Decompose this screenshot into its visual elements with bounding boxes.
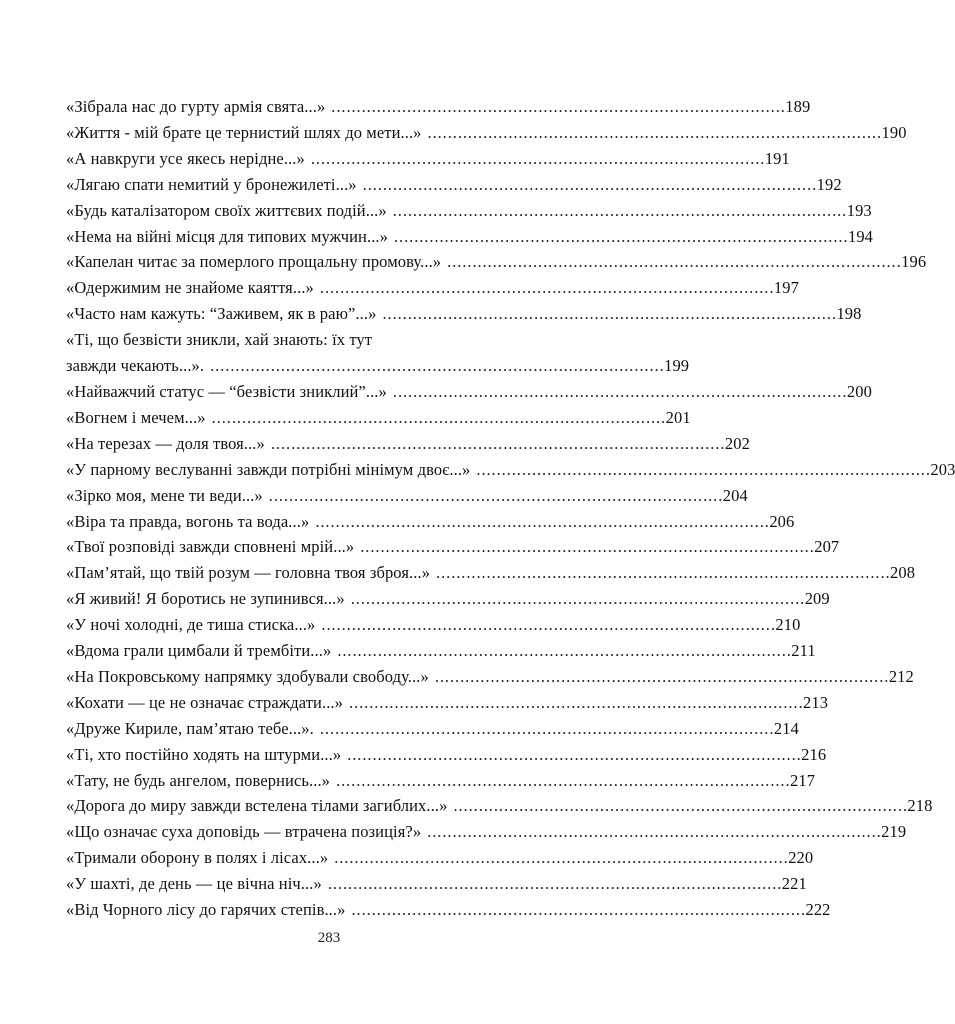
toc-entry-page: 200 bbox=[846, 381, 872, 401]
dot-leader bbox=[382, 301, 834, 327]
toc-entry-title: «Життя - мій брате це тернистий шлях до мети...» bbox=[66, 122, 422, 142]
toc-entry-title: «Часто нам кажуть: “Заживем, як в раю”...» bbox=[66, 304, 377, 324]
toc-entry-title: «На терезах — доля твоя...» bbox=[66, 433, 265, 453]
toc-entry-page: 202 bbox=[724, 433, 750, 453]
toc-entry-page: 206 bbox=[769, 511, 795, 531]
toc-entry bbox=[66, 534, 840, 560]
dot-leader bbox=[394, 224, 846, 250]
toc-entry-title: «У ночі холодні, де тиша стиска...» bbox=[66, 615, 316, 635]
toc-entry-title: «Зірко моя, мене ти веди...» bbox=[66, 485, 263, 505]
dot-leader bbox=[427, 819, 879, 845]
toc-entry bbox=[66, 690, 829, 716]
dot-leader bbox=[393, 198, 845, 224]
toc-entry-title: «Будь каталізатором своїх життєвих подій...» bbox=[66, 200, 387, 220]
toc-entry-page: 197 bbox=[773, 278, 799, 298]
toc-entry-page: 213 bbox=[803, 692, 829, 712]
toc-entry-title-line1: «Ті, що безвісти зникли, хай знають: їх тут bbox=[66, 330, 373, 350]
dot-leader bbox=[436, 560, 888, 586]
dot-leader bbox=[328, 871, 780, 897]
dot-leader bbox=[336, 768, 788, 794]
toc-entry bbox=[66, 638, 816, 664]
dot-leader bbox=[212, 405, 664, 431]
toc-entry-page: 221 bbox=[781, 874, 807, 894]
toc-entry-page: 210 bbox=[775, 615, 801, 635]
toc-entry-page: 198 bbox=[836, 304, 862, 324]
toc-entry-page: 190 bbox=[881, 122, 907, 142]
toc-entry bbox=[66, 301, 862, 327]
toc-entry bbox=[66, 94, 811, 120]
toc-entry bbox=[66, 897, 831, 923]
toc-entry-title: «А навкруги усе якесь нерідне...» bbox=[66, 148, 305, 168]
toc-entry bbox=[66, 664, 914, 690]
toc-entry bbox=[66, 405, 691, 431]
toc-entry bbox=[66, 198, 872, 224]
toc-entry bbox=[66, 612, 801, 638]
toc-entry-page: 193 bbox=[846, 200, 872, 220]
toc-entry-title: «На Покровському напрямку здобували свободу...» bbox=[66, 666, 429, 686]
dot-leader bbox=[271, 431, 723, 457]
toc-entry bbox=[66, 871, 807, 897]
toc-entry bbox=[66, 793, 933, 819]
dot-leader bbox=[337, 638, 789, 664]
toc-entry bbox=[66, 224, 874, 250]
dot-leader bbox=[320, 716, 772, 742]
toc-entry-page: 192 bbox=[816, 174, 842, 194]
toc-entry-page: 219 bbox=[881, 822, 907, 842]
toc-entry-title: «Від Чорного лісу до гарячих степів...» bbox=[66, 900, 346, 920]
toc-entry bbox=[66, 431, 750, 457]
toc-entry bbox=[66, 249, 927, 275]
toc-entry bbox=[66, 379, 872, 405]
dot-leader bbox=[453, 793, 905, 819]
toc-entry-page: 194 bbox=[847, 226, 874, 246]
dot-leader bbox=[315, 509, 767, 535]
toc-entry-title: «Тату, не будь ангелом, повернись...» bbox=[66, 770, 331, 790]
toc-entry-page: 218 bbox=[907, 796, 933, 816]
dot-leader bbox=[476, 457, 928, 483]
toc-entry-title: «Друже Кириле, пам’ятаю тебе...». bbox=[66, 718, 314, 738]
toc-entry-two-line bbox=[66, 327, 690, 379]
toc-entry-page: 217 bbox=[790, 770, 816, 790]
toc-entry-page: 189 bbox=[785, 97, 811, 116]
toc-entry-page: 191 bbox=[764, 148, 790, 168]
toc-entry-title: «Вогнем і мечем...» bbox=[66, 407, 206, 427]
page-number: 283 bbox=[317, 930, 341, 946]
toc-entry bbox=[66, 586, 830, 612]
toc-entry-title: «Зібрала нас до гурту армія свята...» bbox=[66, 97, 326, 116]
toc-entry-title: «Я живий! Я боротись не зупинився...» bbox=[66, 589, 345, 609]
toc-entry-title: «Лягаю спати немитий у бронежилеті...» bbox=[66, 174, 357, 194]
toc-entry-title: «Що означає суха доповідь — втрачена позиція?» bbox=[66, 822, 422, 842]
toc-entry-page: 199 bbox=[664, 356, 690, 376]
toc-entry-page: 203 bbox=[930, 459, 955, 479]
toc-entry-page: 209 bbox=[804, 589, 830, 609]
toc-entry-title: «Тримали оборону в полях і лісах...» bbox=[66, 848, 329, 868]
toc-entry-title: «Нема на війні місця для типових мужчин...» bbox=[66, 226, 388, 246]
toc-entry-title: «Вдома грали цимбали й трембіти...» bbox=[66, 641, 332, 661]
dot-leader bbox=[393, 379, 845, 405]
toc-entry bbox=[66, 509, 795, 535]
dot-leader bbox=[334, 845, 786, 871]
toc-entry-page: 207 bbox=[814, 537, 840, 557]
toc-entry bbox=[66, 172, 842, 198]
toc-entry bbox=[66, 483, 748, 509]
toc-entry-title: «Капелан читає за померлого прощальну промову...» bbox=[66, 252, 442, 272]
toc-entry bbox=[66, 146, 790, 172]
dot-leader bbox=[349, 690, 801, 716]
toc-entry bbox=[66, 457, 955, 483]
toc-entry-page: 208 bbox=[890, 563, 916, 583]
toc-entry bbox=[66, 742, 827, 768]
toc-entry-title: «Кохати — це не означає страждати...» bbox=[66, 692, 344, 712]
toc-entry-page: 214 bbox=[773, 718, 799, 738]
toc-entry-page: 222 bbox=[805, 900, 831, 920]
toc-entry-title: «Твої розповіді завжди сповнені мрій...» bbox=[66, 537, 355, 557]
toc-entry bbox=[66, 819, 907, 845]
dot-leader bbox=[210, 353, 662, 379]
toc-entry bbox=[66, 560, 916, 586]
dot-leader bbox=[352, 897, 804, 923]
dot-leader bbox=[435, 664, 887, 690]
dot-leader bbox=[311, 146, 763, 172]
toc-entry-title: завжди чекають...». bbox=[66, 356, 205, 376]
toc-entry-title: «Віра та правда, вогонь та вода...» bbox=[66, 511, 310, 531]
toc-entry bbox=[66, 716, 799, 742]
toc-entry bbox=[66, 120, 907, 146]
toc-entry bbox=[66, 275, 799, 301]
dot-leader bbox=[360, 534, 812, 560]
toc-entry-page: 204 bbox=[722, 485, 748, 505]
dot-leader bbox=[447, 249, 899, 275]
dot-leader bbox=[331, 94, 783, 120]
toc-entry-page: 211 bbox=[791, 641, 816, 661]
dot-leader bbox=[347, 742, 799, 768]
dot-leader bbox=[351, 586, 803, 612]
toc-entry-page: 216 bbox=[801, 744, 827, 764]
dot-leader bbox=[269, 483, 721, 509]
dot-leader bbox=[320, 275, 772, 301]
toc-entry-title: «У парному веслуванні завжди потрібні мінімум двоє...» bbox=[66, 459, 471, 479]
toc-entry-title: «Одержимим не знайоме каяття...» bbox=[66, 278, 314, 298]
dot-leader bbox=[321, 612, 773, 638]
toc-entry-page: 201 bbox=[665, 407, 691, 427]
toc-entry-title: «Найважчий статус — “безвісти зниклий”...» bbox=[66, 381, 387, 401]
toc-entry-title: «Ті, хто постійно ходять на штурми...» bbox=[66, 744, 342, 764]
toc-entry bbox=[66, 845, 814, 871]
toc-entry-title: «Пам’ятай, що твій розум — головна твоя зброя...» bbox=[66, 563, 431, 583]
toc-entry-page: 212 bbox=[888, 666, 914, 686]
toc-entry-title: «Дорога до миру завжди встелена тілами загиблих...» bbox=[66, 796, 448, 816]
dot-leader bbox=[428, 120, 880, 146]
toc-entry-title: «У шахті, де день — це вічна ніч...» bbox=[66, 874, 322, 894]
toc-entry bbox=[66, 768, 816, 794]
table-of-contents bbox=[66, 94, 955, 923]
dot-leader bbox=[363, 172, 815, 198]
toc-entry-page: 196 bbox=[901, 252, 927, 272]
toc-entry-page: 220 bbox=[788, 848, 814, 868]
